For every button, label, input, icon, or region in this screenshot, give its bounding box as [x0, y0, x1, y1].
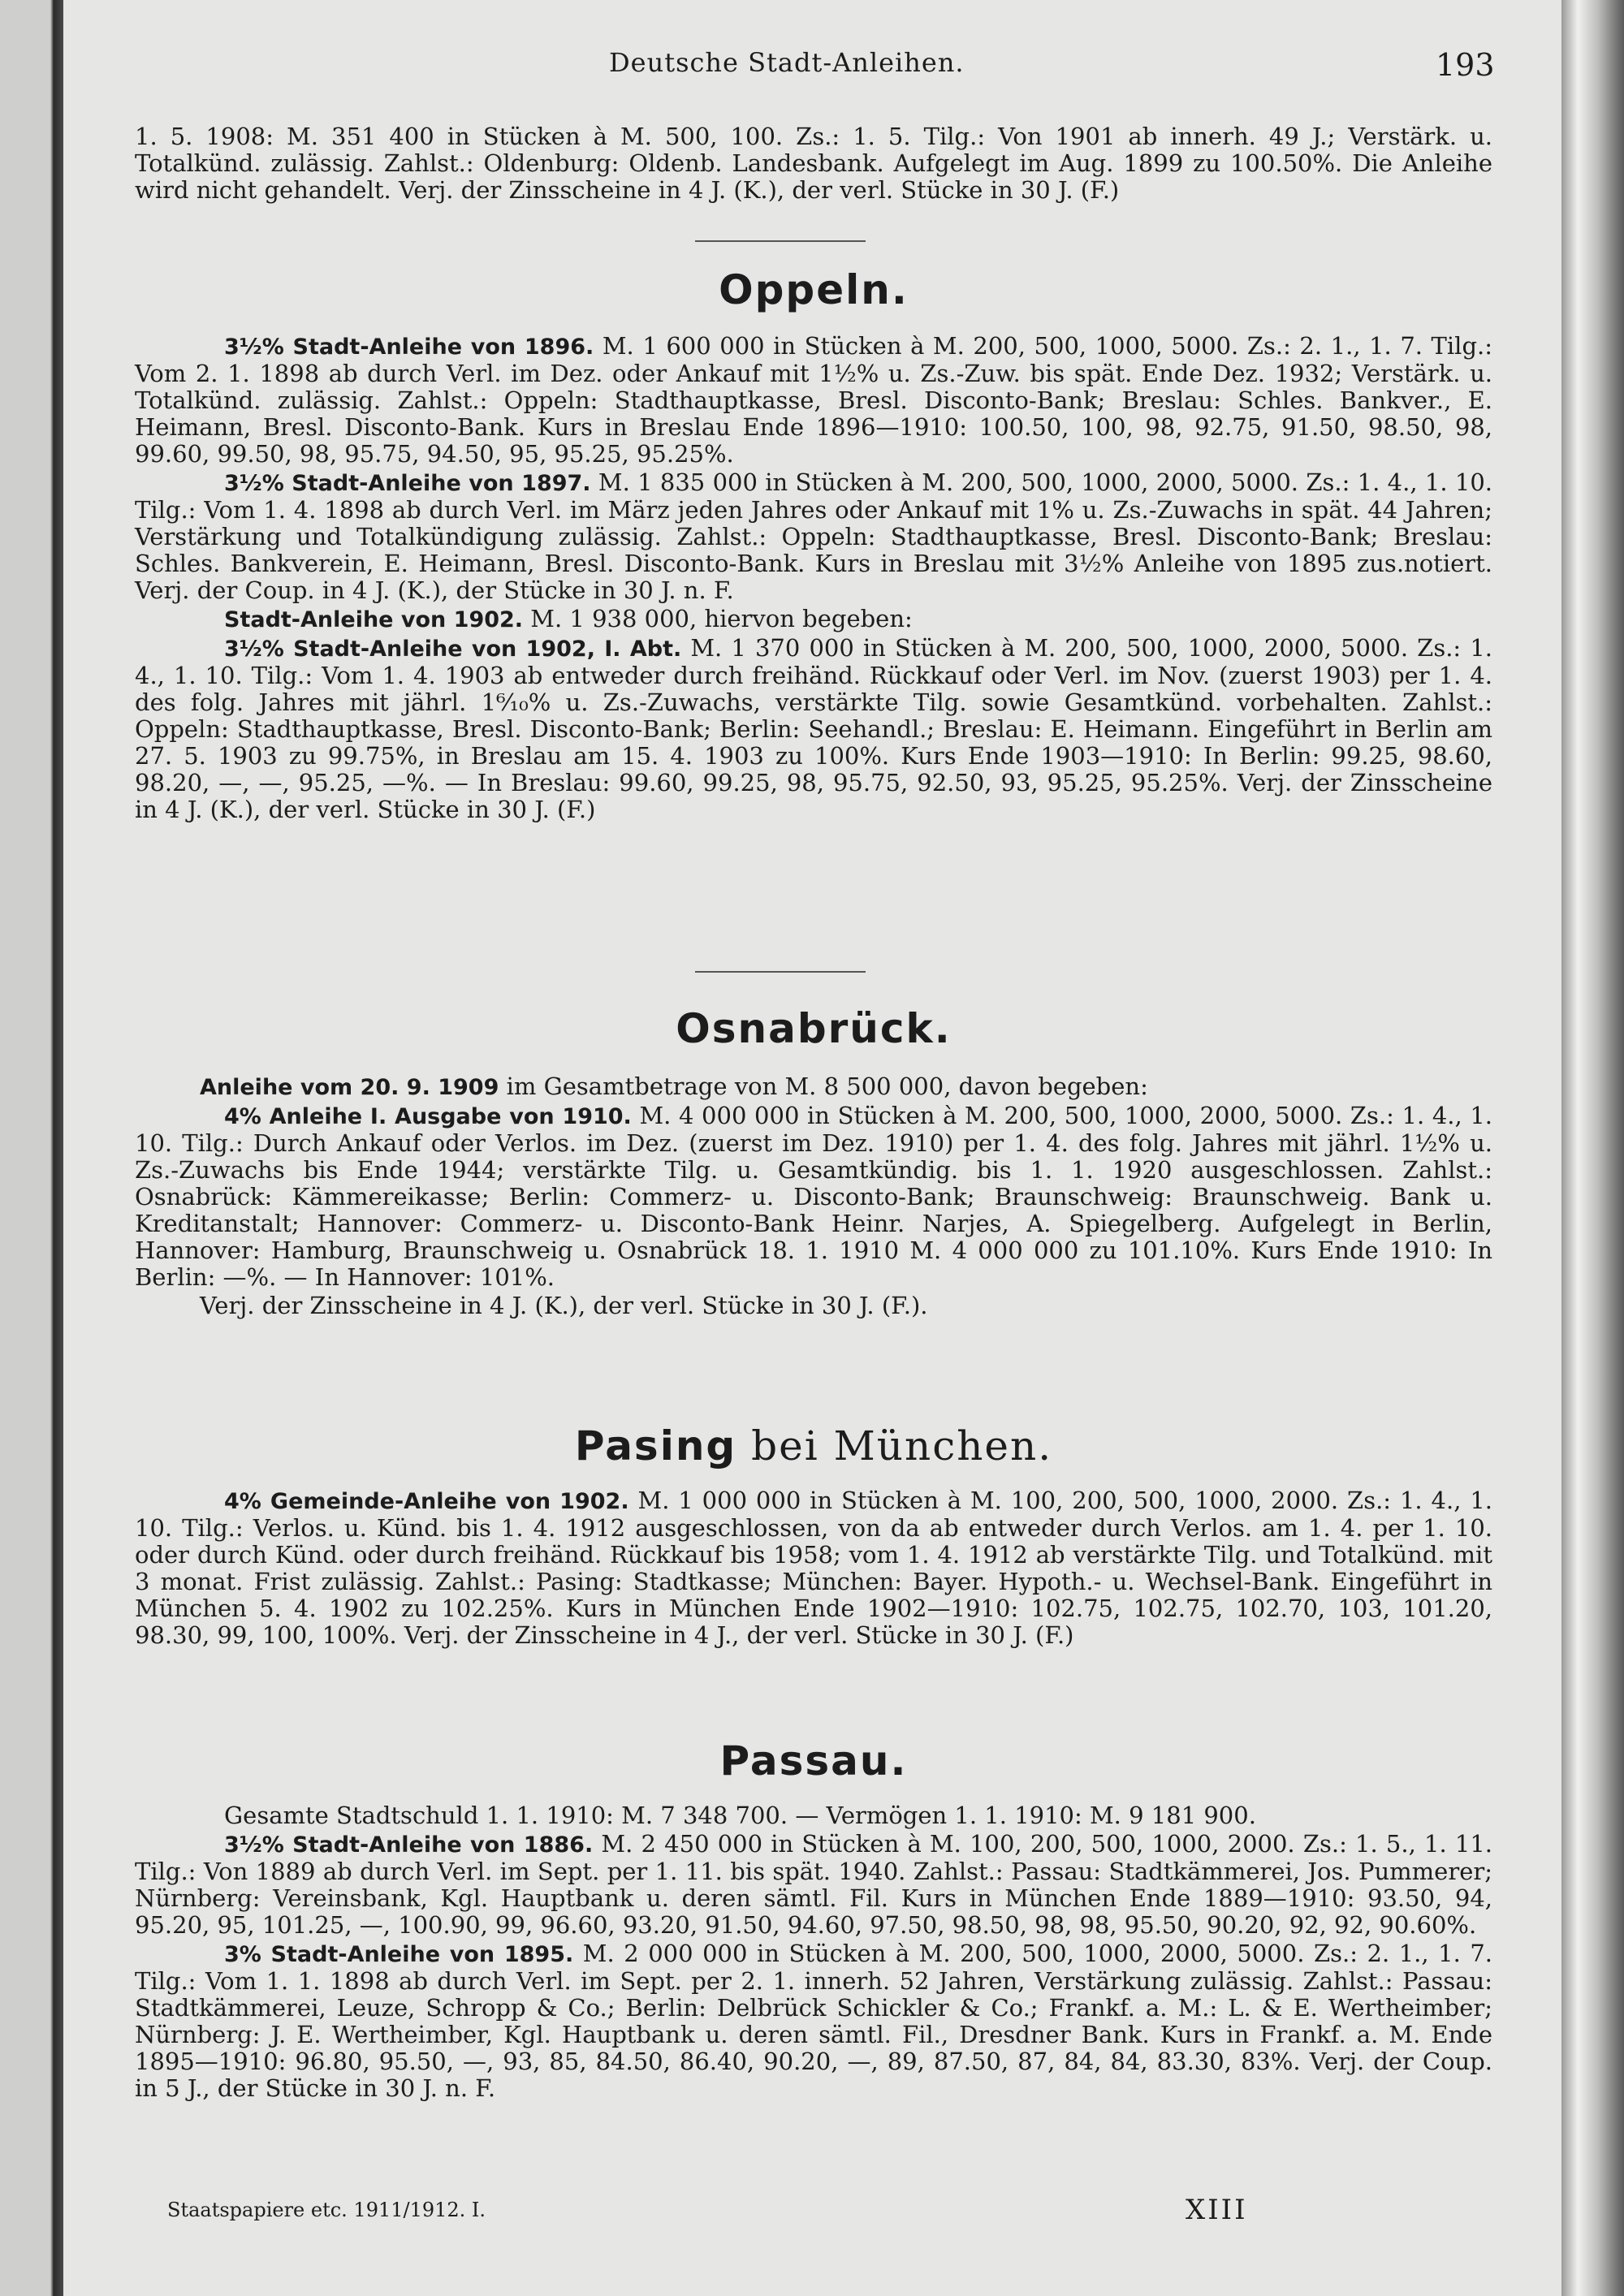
- page-number: 193: [1436, 47, 1495, 83]
- entry-text: M. 1 600 000 in Stücken à M. 200, 500, 1000, 5000. Zs.: 2. 1., 1. 7. Tilg.: Vom 2. 1. 1898 ab durch Verl. im Dez. oder Ankauf mit 1½% u. Zs.-Zuw. bis spät. Ende Dez. 1932; Verstärk. u. Totalkünd. zulässig. Zahlst.: Oppeln: Stadthauptkasse, Bresl. Disconto-Bank; Breslau: Schles. Bankver., E. Heimann, Bresl. Disconto-Bank. Kurs in Breslau Ende 1896—1910: 100.50, 100, 98, 92.75, 91.50, 98.50, 98, 99.60, 99.50, 98, 95.75, 94.50, 95, 95.25, 95.25%.: [135, 332, 1492, 468]
- footer-imprint: Staatspapiere etc. 1911/1912. I.: [167, 2199, 486, 2221]
- entry-heading: Stadt-Anleihe von 1902.: [224, 607, 524, 632]
- entry-text: M. 1 835 000 in Stücken à M. 200, 500, 1000, 2000, 5000. Zs.: 1. 4., 1. 10. Tilg.: Vom 1. 4. 1898 ab durch Verl. im März jeden Jahres oder Ankauf mit 1% u. Zs.-Zuwachs in spät. 44 Jahren; Verstärkung und Totalkündigung zulässig. Zahlst.: Oppeln: Stadthauptkasse, Bresl. Disconto-Bank; Breslau: Schles. Bankverein, E. Heimann, Bresl. Disconto-Bank. Kurs in Breslau mit 3½% Anleihe von 1895 zus.notiert. Verj. der Coup. in 4 J. (K.), der Stücke in 30 J. n. F.: [135, 468, 1492, 604]
- pasing-section: [135, 1487, 1492, 1651]
- pasing-entry-1902: [135, 1487, 1492, 1649]
- city-heading-passau: Passau.: [719, 1737, 908, 1785]
- book-binding: [0, 0, 63, 2296]
- passau-entry-1895: [135, 1940, 1492, 2102]
- oppeln-entry-1897: [135, 469, 1492, 604]
- oppeln-entry-1896: [135, 333, 1492, 468]
- entry-heading: 4% Anleihe I. Ausgabe von 1910.: [224, 1104, 632, 1129]
- entry-text: M. 1 938 000, hiervon begeben:: [523, 605, 913, 632]
- intro-paragraph: [135, 123, 1492, 205]
- entry-heading: 3½% Stadt-Anleihe von 1896.: [224, 334, 594, 360]
- entry-heading: Anleihe vom 20. 9. 1909: [200, 1075, 499, 1100]
- osnabrueck-entry-1909: [135, 1073, 1492, 1101]
- entry-heading: 3½% Stadt-Anleihe von 1886.: [224, 1832, 594, 1858]
- oppeln-entry-1902: [135, 606, 1492, 633]
- passau-debt-summary: Gesamte Stadtschuld 1. 1. 1910: M. 7 348 700. — Vermögen 1. 1. 1910: M. 9 181 900.: [224, 1802, 1256, 1829]
- city-suffix: bei München.: [736, 1422, 1053, 1470]
- passau-section: [135, 1802, 1492, 2104]
- entry-text: M. 2 000 000 in Stücken à M. 200, 500, 1000, 2000, 5000. Zs.: 2. 1., 1. 7. Tilg.: Vom 1. 1. 1898 ab durch Verl. im Sept. per 2. 1. innerh. 52 Jahren, Verstärkung zulässig. Zahlst.: Passau: Stadtkämmerei, Leuze, Schropp & Co.; Berlin: Delbrück Schickler & Co.; Frankf. a. M.: L. & E. Wertheimber; Nürnberg: J. E. Wertheimber, Kgl. Hauptbank u. deren sämtl. Fil., Dresdner Bank. Kurs in Frankf. a. M. Ende 1895—1910: 96.80, 95.50, —, 93, 85, 84.50, 86.40, 90.20, —, 89, 87.50, 87, 84, 84, 83.30, 83%. Verj. der Coup. in 5 J., der Stücke in 30 J. n. F.: [135, 1940, 1492, 2102]
- intro-text: 1. 5. 1908: M. 351 400 in Stücken à M. 500, 100. Zs.: 1. 5. Tilg.: Von 1901 ab innerh. 49 J.; Verstärk. u. Totalkünd. zulässig. Zahlst.: Oldenburg: Oldenb. Landesbank. Aufgelegt im Aug. 1899 zu 100.50%. Die Anleihe wird nicht gehandelt. Verj. der Zinsscheine in 4 J. (K.), der verl. Stücke in 30 J. (F.): [135, 123, 1492, 204]
- entry-heading: 3% Stadt-Anleihe von 1895.: [224, 1942, 574, 1967]
- city-heading-oppeln: Oppeln.: [719, 266, 909, 313]
- osnabrueck-section: [135, 1073, 1492, 1321]
- running-title: Deutsche Stadt-Anleihen.: [609, 47, 965, 78]
- entry-text: M. 4 000 000 in Stücken à M. 200, 500, 1000, 2000, 5000. Zs.: 1. 4., 1. 10. Tilg.: Durch Ankauf oder Verlos. im Dez. (zuerst im Dez. 1910) per 1. 4. des folg. Jahres mit jährl. 1½% u. Zs.-Zuwachs bis Ende 1944; verstärkte Tilg. u. Gesamtkündig. bis 1. 1. 1920 ausgeschlossen. Zahlst.: Osnabrück: Kämmereikasse; Berlin: Commerz- u. Disconto-Bank; Braunschweig: Braunschweig. Bank u. Kreditanstalt; Hannover: Commerz- u. Disconto-Bank Heinr. Narjes, A. Spiegelberg. Aufgelegt in Berlin, Hannover: Hamburg, Braunschweig u. Osnabrück 18. 1. 1910 M. 4 000 000 zu 101.10%. Kurs Ende 1910: In Berlin: —%. — In Hannover: 101%.: [135, 1102, 1492, 1291]
- page-edge: [1561, 0, 1624, 2296]
- book-page: [63, 0, 1561, 2296]
- oppeln-section: [135, 333, 1492, 825]
- passau-entry-1886: [135, 1831, 1492, 1939]
- entry-heading: 3½% Stadt-Anleihe von 1897.: [224, 471, 591, 496]
- city-heading-pasing: [135, 1422, 1492, 1470]
- city-heading-osnabrueck: Osnabrück.: [676, 1005, 952, 1052]
- entry-text: im Gesamtbetrage von M. 8 500 000, davon begeben:: [499, 1072, 1148, 1100]
- osnabrueck-entry-1910: [135, 1103, 1492, 1291]
- section-divider: [695, 240, 866, 242]
- entry-heading: 4% Gemeinde-Anleihe von 1902.: [224, 1489, 629, 1514]
- osnabrueck-verjaehrung: Verj. der Zinsscheine in 4 J. (K.), der verl. Stücke in 30 J. (F.).: [200, 1292, 928, 1319]
- oppeln-entry-1902-abt1: [135, 635, 1492, 823]
- entry-text: M. 1 370 000 in Stücken à M. 200, 500, 1000, 2000, 5000. Zs.: 1. 4., 1. 10. Tilg.: Vom 1. 4. 1903 ab entweder durch freihänd. Rückkauf oder Verl. im Nov. (zuerst 1903) per 1. 4. des folg. Jahres mit jährl. 1⁶⁄₁₀% u. Zs.-Zuwachs, verstärkte Tilg. sowie Gesamtkünd. vorbehalten. Zahlst.: Oppeln: Stadthauptkasse, Bresl. Disconto-Bank; Berlin: Seehandl.; Breslau: E. Heimann. Eingeführt in Berlin am 27. 5. 1903 zu 99.75%, in Breslau am 15. 4. 1903 zu 100%. Kurs Ende 1903—1910: In Berlin: 99.25, 98.60, 98.20, —, —, 95.25, —%. — In Breslau: 99.60, 99.25, 98, 95.75, 92.50, 93, 95.25, 95.25%. Verj. der Zinsscheine in 4 J. (K.), der verl. Stücke in 30 J. (F.): [135, 634, 1492, 823]
- signature-mark: XIII: [1186, 2194, 1248, 2226]
- entry-text: M. 2 450 000 in Stücken à M. 100, 200, 500, 1000, 2000. Zs.: 1. 5., 1. 11. Tilg.: Von 1889 ab durch Verl. im Sept. per 1. 11. bis spät. 1940. Zahlst.: Passau: Stadtkämmerei, Jos. Pummerer; Nürnberg: Vereinsbank, Kgl. Hauptbank u. deren sämtl. Fil. Kurs in München Ende 1889—1910: 93.50, 94, 95.20, 95, 101.25, —, 100.90, 99, 96.60, 93.20, 91.50, 94.60, 97.50, 98.50, 98, 98, 95.50, 90.20, 92, 92, 90.60%.: [135, 1830, 1493, 1939]
- city-name: Pasing: [574, 1422, 737, 1470]
- section-divider: [695, 971, 866, 973]
- entry-text: M. 1 000 000 in Stücken à M. 100, 200, 500, 1000, 2000. Zs.: 1. 4., 1. 10. Tilg.: Verlos. u. Künd. bis 1. 4. 1912 ausgeschlossen, von da ab entweder durch Verlos. am 1. 4. per 1. 10. oder durch Künd. oder durch freihänd. Rückkauf bis 1958; vom 1. 4. 1912 ab verstärkte Tilg. und Totalkünd. mit 3 monat. Frist zulässig. Zahlst.: Pasing: Stadtkasse; München: Bayer. Hypoth.- u. Wechsel-Bank. Eingeführt in München 5. 4. 1902 zu 102.25%. Kurs in München Ende 1902—1910: 102.75, 102.75, 102.70, 103, 101.20, 98.30, 99, 100, 100%. Verj. der Zinsscheine in 4 J., der verl. Stücke in 30 J. (F.): [135, 1487, 1492, 1649]
- entry-heading: 3½% Stadt-Anleihe von 1902, I. Abt.: [224, 637, 682, 662]
